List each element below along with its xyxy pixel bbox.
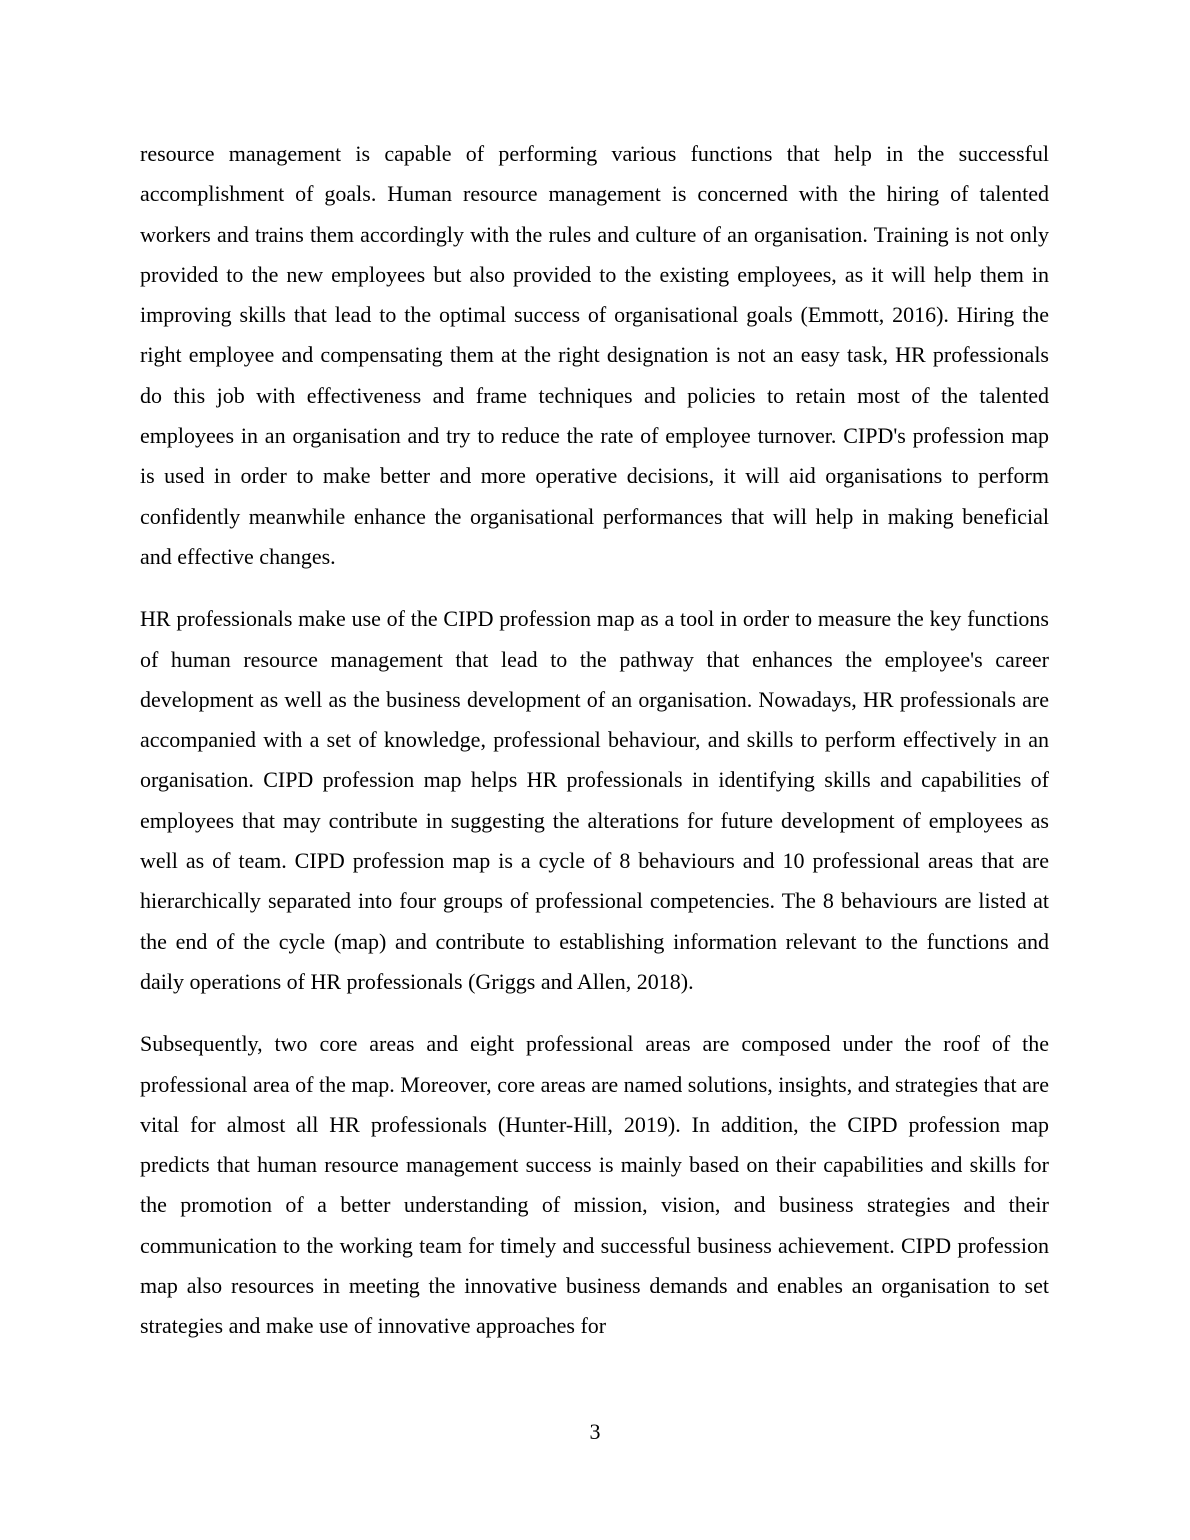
- body-text: [140, 134, 1049, 1369]
- page-number: 3: [589, 1419, 601, 1444]
- paragraph-1: resource management is capable of performing various functions that help in the successful accomplishment of goals. Human resource management is concerned with the hiring of talented workers and trains them accordingly with the rules and culture of an organisation. Training is not only provided to the new employees but also provided to the existing employees, as it will help them in improving skills that lead to the optimal success of organisational goals (Emmott, 2016). Hiring the right employee and compensating them at the right designation is not an easy task, HR professionals do this job with effectiveness and frame techniques and policies to retain most of the talented employees in an organisation and try to reduce the rate of employee turnover. CIPD's profession map is used in order to make better and more operative decisions, it will aid organisations to perform confidently meanwhile enhance the organisational performances that will help in making beneficial and effective changes.: [140, 141, 1049, 569]
- paragraph-2: HR professionals make use of the CIPD profession map as a tool in order to measure the key functions of human resource management that lead to the pathway that enhances the employee's career development as well as the business development of an organisation. Nowadays, HR professionals are accompanied with a set of knowledge, professional behaviour, and skills to perform effectively in an organisation. CIPD profession map helps HR professionals in identifying skills and capabilities of employees that may contribute in suggesting the alterations for future development of employees as well as of team. CIPD profession map is a cycle of 8 behaviours and 10 professional areas that are hierarchically separated into four groups of professional competencies. The 8 behaviours are listed at the end of the cycle (map) and contribute to establishing information relevant to the functions and daily operations of HR professionals (Griggs and Allen, 2018).: [140, 606, 1049, 994]
- paragraph-3: Subsequently, two core areas and eight professional areas are composed under the roof of the professional area of the map. Moreover, core areas are named solutions, insights, and strategies that are vital for almost all HR professionals (Hunter-Hill, 2019). In addition, the CIPD profession map predicts that human resource management success is mainly based on their capabilities and skills for the promotion of a better understanding of mission, vision, and business strategies and their communication to the working team for timely and successful business achievement. CIPD profession map also resources in meeting the innovative business demands and enables an organisation to set strategies and make use of innovative approaches for: [140, 1031, 1049, 1339]
